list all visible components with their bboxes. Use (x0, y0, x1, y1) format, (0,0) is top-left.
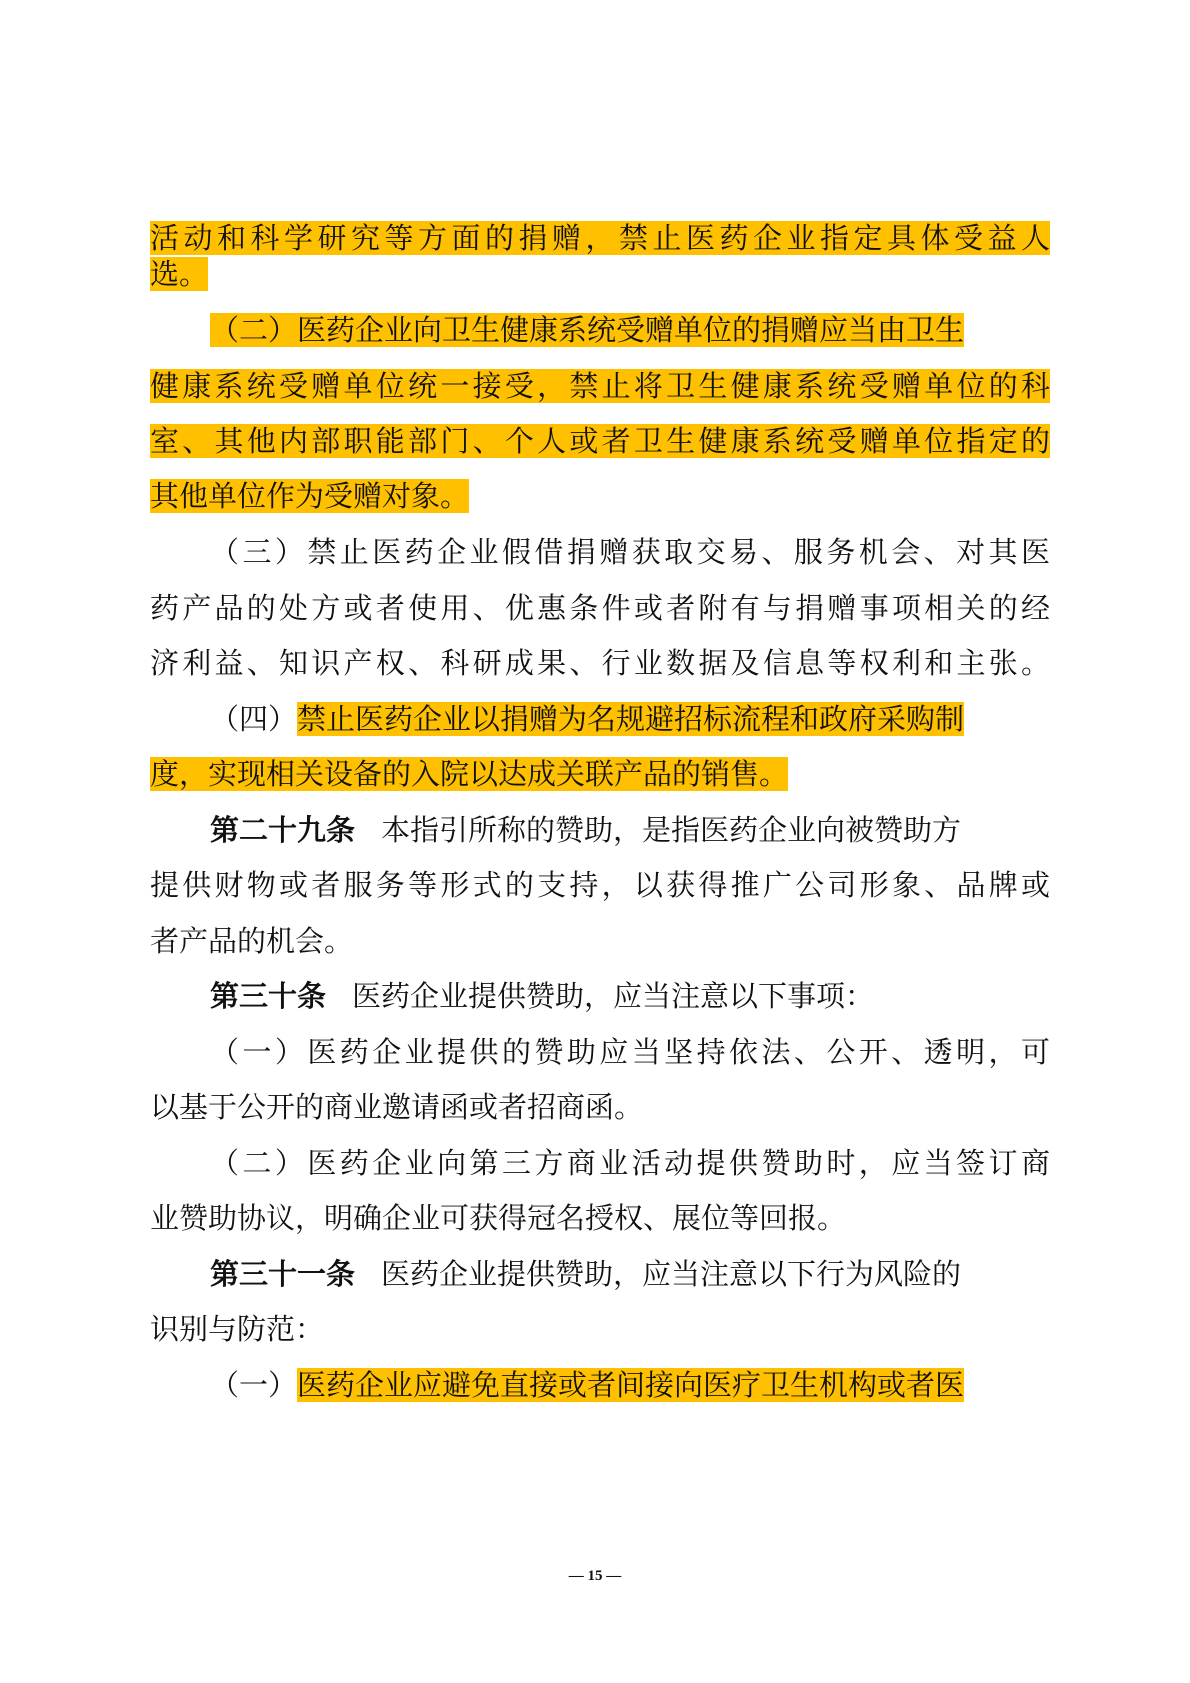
highlight (210, 313, 964, 347)
text-line (150, 419, 1050, 463)
item-number: （二） (210, 313, 298, 347)
text-line: 业赞助协议，明确企业可获得冠名授权、展位等回报。 (150, 1201, 847, 1235)
text-line (210, 308, 1050, 352)
text-line: （三）禁止医药企业假借捐赠获取交易、服务机会、对其医 (210, 535, 1050, 569)
article-heading: 第三十条 (210, 979, 327, 1013)
highlight: 其他单位作为受赠对象。 (150, 479, 470, 513)
text-line (150, 364, 1050, 408)
text-line: （二）医药企业向第三方商业活动提供赞助时，应当签订商 (210, 1146, 1050, 1180)
text-line (210, 974, 1050, 1018)
text-line (210, 808, 1050, 852)
article-text: 本指引所称的赞助，是指医药企业向被赞助方 (381, 813, 962, 847)
text-line: 药产品的处方或者使用、优惠条件或者附有与捐赠事项相关的经 (150, 591, 1050, 625)
article-heading: 第二十九条 (210, 813, 356, 847)
page-number: — 15 — (568, 1568, 622, 1584)
highlight: 健康系统受赠单位统一接受，禁止将卫生健康系统受赠单位的科 (150, 369, 1050, 403)
text-line (210, 1363, 1050, 1407)
text-line: 者产品的机会。 (150, 924, 354, 958)
item-number: （四） (210, 702, 298, 736)
text-line (150, 252, 1050, 296)
text-line: （一）医药企业提供的赞助应当坚持依法、公开、透明，可 (210, 1035, 1050, 1069)
highlight: 活动和科学研究等方面的捐赠，禁止医药企业指定具体受益人 (150, 221, 1050, 255)
text-line (210, 697, 1050, 741)
article-text: 医药企业提供赞助，应当注意以下事项： (352, 979, 875, 1013)
highlight: 医药企业应避免直接或者间接向医疗卫生机构或者医 (297, 1368, 965, 1402)
highlight: 禁止医药企业以捐赠为名规避招标流程和政府采购制 (297, 702, 965, 736)
article-heading: 第三十一条 (210, 1257, 356, 1291)
text-line: 提供财物或者服务等形式的支持，以获得推广公司形象、品牌或 (150, 868, 1050, 902)
highlight: 室、其他内部职能部门、个人或者卫生健康系统受赠单位指定的 (150, 424, 1050, 458)
text-line: 济利益、知识产权、科研成果、行业数据及信息等权利和主张。 (150, 646, 1050, 680)
item-number: （一） (210, 1368, 298, 1402)
text-line: 识别与防范： (150, 1312, 325, 1346)
item-text: 医药企业向卫生健康系统受赠单位的捐赠应当由卫生 (297, 313, 965, 347)
text-line: 以基于公开的商业邀请函或者招商函。 (150, 1090, 644, 1124)
text-line (150, 474, 1050, 518)
text-line (210, 1252, 1050, 1296)
highlight: 选。 (150, 257, 209, 291)
highlight: 度，实现相关设备的入院以达成关联产品的销售。 (150, 757, 789, 791)
article-text: 医药企业提供赞助，应当注意以下行为风险的 (381, 1257, 962, 1291)
text-line (150, 752, 1050, 796)
